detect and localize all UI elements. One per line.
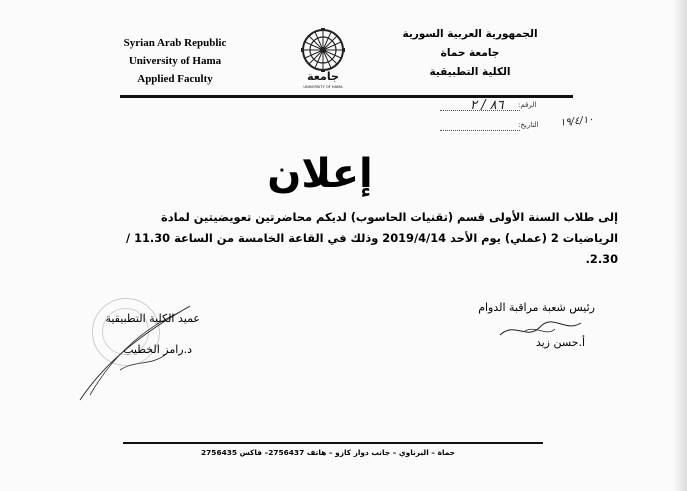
footer-divider (123, 442, 543, 444)
header-arabic (395, 25, 545, 82)
logo-wordmark: جامعة (307, 70, 339, 83)
signature-attendance-title: رئيس شعبة مراقبة الدوام (478, 301, 595, 314)
signature-dean-name: د.رامز الخطيب (123, 343, 192, 356)
header-divider (120, 95, 573, 98)
handwritten-signature-icon (495, 315, 585, 343)
header-arabic-line2: جامعة حماة (440, 47, 500, 59)
header-english-line3: Applied Faculty (137, 73, 213, 85)
header-arabic-line3: الكلية التطبيقية (429, 66, 511, 78)
footer-address: حماة – البرناوي – جانب دوار كازو – هاتف 2756437– فاكس 2756435 (201, 448, 455, 457)
announcement-body: إلى طلاب السنة الأولى قسم (تقنيات الحاسوب) لديكم محاضرتين تعويضيتين لمادة الرياضيات 2 (عملي) يوم الأحد 2019/4/14 وذلك في القاعة الخامسة من الساعة 11.30 / 2.30. (125, 210, 618, 266)
reference-date-line (440, 130, 520, 131)
reference-date-value: ١٩/٤/١٠ (559, 114, 595, 129)
scan-shadow (673, 0, 687, 491)
signature-block-attendance (455, 301, 595, 349)
announcement-title: إعلان (267, 151, 373, 197)
header-english-line2: University of Hama (128, 55, 222, 67)
university-logo (292, 26, 354, 90)
reference-number-value: ٨٦ / ٢ (470, 98, 504, 113)
reference-date-label: التاريخ: (518, 121, 539, 129)
noria-wheel-icon (292, 26, 354, 90)
signature-attendance-name: أ.حسن زيد (535, 336, 585, 349)
header-arabic-line1: الجمهورية العربية السورية (402, 28, 538, 40)
reference-number-label: الرقم: (518, 101, 537, 109)
signature-block-dean (70, 312, 200, 356)
signature-dean-title: عميد الكلية التطبيقية (105, 312, 200, 325)
logo-caption: UNIVERSITY OF HAMA (303, 85, 343, 89)
header-english (100, 34, 250, 88)
header-english-line1: Syrian Arab Republic (123, 37, 227, 49)
